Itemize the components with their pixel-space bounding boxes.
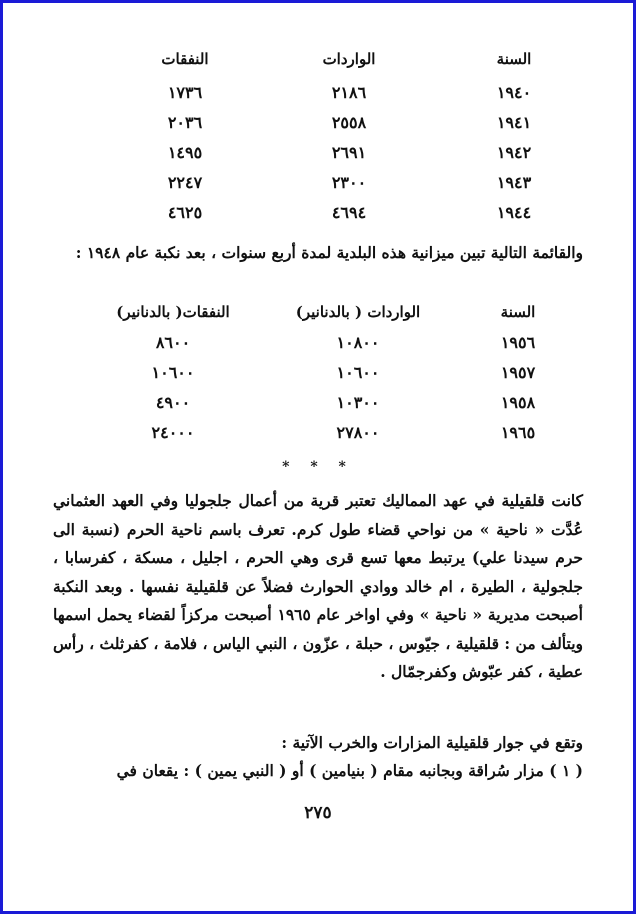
- budget-table-post-1948: [88, 297, 578, 447]
- header-year: السنة: [500, 303, 536, 321]
- cell-year: ١٩٥٧: [500, 362, 536, 382]
- cell-year: ١٩٤٢: [496, 142, 532, 162]
- header-revenue: الواردات: [322, 50, 376, 68]
- table-row: [121, 77, 579, 107]
- table-row: [121, 197, 579, 227]
- cell-year: ١٩٤٣: [496, 172, 532, 192]
- cell-revenue: ٤٦٩٤: [331, 202, 367, 222]
- table-row: [88, 327, 578, 357]
- body-paragraph: كانت قلقيلية في عهد المماليك تعتبر قرية من أعمال جلجوليا وفي العهد العثماني عُدَّت « ناحية » من نواحي قضاء طول كرم. تعرف باسم ناحية الحرم (نسبة الى حرم سيدنا علي) يرتبط معها تسع قرى وهي الحرم ، اجليل ، مسكة ، كفرسابا ، جلجولية ، الطيرة ، ام خالد ووادي الحوارث فضلاً عن قلقيلية نفسها . وبعد النكبة أصبحت مديرية « ناحية » وفي اواخر عام ١٩٦٥ أصبحت مركزاً لقضاء يحمل اسمها ويتألف من : قلقيلية ، جيّوس ، حبلة ، عزّون ، النبي الياس ، فلامة ، كفرثلث ، رأس عطية ، كفر عبّوش وكفرجمّال .: [53, 491, 583, 681]
- header-expenses: النفقات( بالدنانير): [116, 303, 230, 321]
- cell-year: ١٩٦٥: [500, 422, 536, 442]
- cell-year: ١٩٤٤: [496, 202, 532, 222]
- list-item: ( ١ ) مزار سُراقة وبجانبه مقام ( بنيامين ) أو ( النبي يمين ) : يقعان في: [116, 761, 583, 780]
- cell-expenses: ١٤٩٥: [167, 142, 203, 162]
- cell-expenses: ٨٦٠٠: [155, 332, 191, 352]
- cell-expenses: ٢٠٣٦: [167, 112, 203, 132]
- cell-revenue: ١٠٣٠٠: [336, 392, 380, 412]
- header-revenue: الواردات ( بالدنانير): [295, 303, 421, 321]
- cell-revenue: ٢٦٩١: [331, 142, 367, 162]
- table-row: [88, 417, 578, 447]
- cell-revenue: ١٠٦٠٠: [336, 362, 380, 382]
- cell-revenue: ٢٥٥٨: [331, 112, 367, 132]
- cell-expenses: ٤٦٢٥: [167, 202, 203, 222]
- section-separator: * * *: [282, 459, 354, 475]
- cell-expenses: ٢٢٤٧: [167, 172, 203, 192]
- table-row: [121, 137, 579, 167]
- table-row: [88, 357, 578, 387]
- table-row: [121, 107, 579, 137]
- page-number: ٢٧٥: [304, 803, 332, 823]
- cell-revenue: ١٠٨٠٠: [336, 332, 380, 352]
- list-intro: وتقع في جوار قلقيلية المزارات والخرب الآتية :: [281, 733, 583, 752]
- cell-revenue: ٢٧٨٠٠: [336, 422, 380, 442]
- document-page: [3, 3, 633, 911]
- header-year: السنة: [496, 50, 532, 68]
- cell-revenue: ٢٣٠٠: [331, 172, 367, 192]
- cell-expenses: ٢٤٠٠٠: [151, 422, 195, 442]
- header-expenses: النفقات: [161, 50, 209, 68]
- cell-year: ١٩٤٠: [496, 82, 532, 102]
- intro-paragraph: والقائمة التالية تبين ميزانية هذه البلدية لمدة أربع سنوات ، بعد نكبة عام ١٩٤٨ :: [75, 243, 583, 262]
- cell-expenses: ١٧٣٦: [167, 82, 203, 102]
- table-header-row: [121, 41, 579, 77]
- budget-table-1940s: [121, 41, 579, 227]
- cell-revenue: ٢١٨٦: [331, 82, 367, 102]
- cell-year: ١٩٤١: [496, 112, 532, 132]
- table-row: [121, 167, 579, 197]
- table-header-row: [88, 297, 578, 327]
- table-row: [88, 387, 578, 417]
- cell-expenses: ١٠٦٠٠: [151, 362, 195, 382]
- cell-year: ١٩٥٨: [500, 392, 536, 412]
- cell-year: ١٩٥٦: [500, 332, 536, 352]
- cell-expenses: ٤٩٠٠: [155, 392, 191, 412]
